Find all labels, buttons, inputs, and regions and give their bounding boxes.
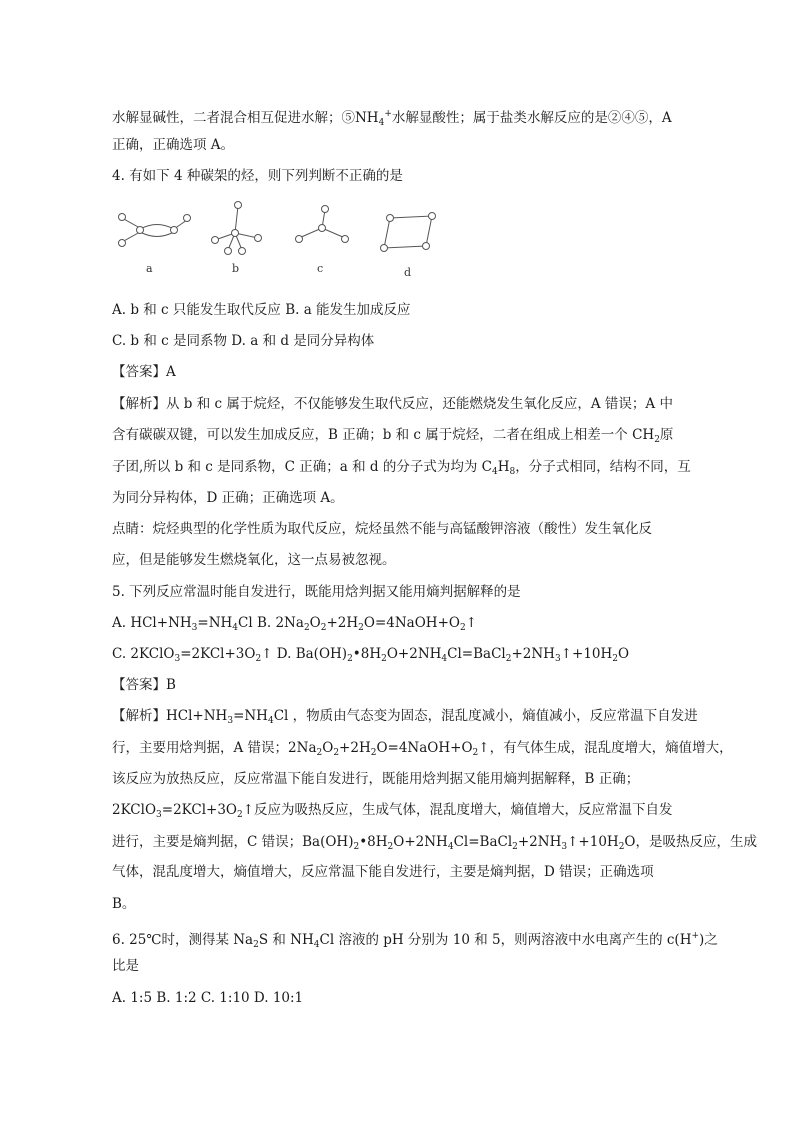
q4-explanation: 为同分异构体，D 正确；正确选项 A。 (112, 490, 344, 506)
q4-tip: 点睛：烷烃典型的化学性质为取代反应，烷烃虽然不能与高锰酸钾溶液（酸性）发生氧化反 (112, 521, 652, 537)
figure-c (287, 198, 362, 278)
q5-explanation: 进行，主要是熵判据，C 错误；$Ba(OH)_2•8H_2O+2NH_4Cl=BaCl_2+2NH_3↑+10H_2O$，是吸热反应，生成 (112, 834, 757, 852)
q4-answer: 【答案】A (112, 364, 176, 380)
q5-explanation: 行，主要用焓判据，A 错误；$2Na_2O_2+2H_2O=4NaOH+O_2↑$，有气体生成，混乱度增大，熵值增大， (112, 740, 733, 758)
q5-explanation: 该反应为放热反应，反应常温下能自发进行，既能用焓判据又能用熵判据解释，B 正确； (112, 771, 640, 787)
figure-d-label: d (404, 266, 412, 279)
q5-explanation: 【解析】$HCl+NH_3=NH_4Cl$ ，物质由气态变为固态，混乱度减小，熵值减小，反应常温下自发进 (112, 708, 698, 726)
q4-explanation: 【解析】从 b 和 c 属于烷烃，不仅能够发生取代反应，还能燃烧发生氧化反应，A 错误；A 中 (112, 396, 673, 412)
q4-explanation: 子团,所以 b 和 c 是同系物，C 正确；a 和 d 的分子式为均为 $C_4H_8$，分子式相同，结构不同，互 (112, 459, 691, 477)
figure-c-label: c (317, 262, 324, 275)
q5-options-ab: A. $HCl+NH_3=NH_4Cl$ B. $2Na_2O_2+2H_2O=4NaOH+O_2↑$ (112, 615, 478, 633)
q4-explanation: 含有碳碳双键，可以发生加成反应，B 正确；b 和 c 属于烷烃，二者在组成上相差一个 $CH_2$原 (112, 427, 674, 445)
text-line: 水解显碱性，二者混合相互促进水解；$⑤NH_4^+$水解显酸性；属于盐类水解反应的是②④⑤，A (112, 109, 672, 128)
question-6: 比是 (112, 958, 139, 974)
carbon-skeleton-figures (112, 198, 452, 283)
q4-tip: 应，但是能够发生燃烧氧化，这一点易被忽视。 (112, 552, 396, 568)
figure-b-label: b (232, 262, 240, 275)
question-4: 4. 有如下 4 种碳架的烃，则下列判断不正确的是 (112, 168, 403, 184)
figure-a-label: a (146, 262, 153, 275)
q4-options-cd: C. b 和 c 是同系物 D. a 和 d 是同分异构体 (112, 333, 375, 349)
q4-options-ab: A. b 和 c 只能发生取代反应 B. a 能发生加成反应 (112, 302, 411, 318)
q6-options: A. 1:5 B. 1:2 C. 1:10 D. 10:1 (112, 990, 304, 1006)
q5-explanation: 气体，混乱度增大，熵值增大，反应常温下能自发进行，主要是熵判据，D 错误；正确选项 (112, 864, 654, 880)
text-line: 正确，正确选项 A。 (112, 137, 235, 153)
q5-explanation: B。 (112, 896, 136, 912)
question-5: 5. 下列反应常温时能自发进行，既能用焓判据又能用熵判据解释的是 (112, 584, 521, 600)
question-6: 6. 25℃时，测得某 $Na_2S$ 和 $NH_4Cl$ 溶液的 pH 分别为 10 和 5，则两溶液中水电离产生的 c(H+)之 (112, 931, 718, 950)
q5-options-cd: C. $2KClO_3=2KCl+3O_2↑$ D. $Ba(OH)_2•8H_2O+2NH_4Cl=BaCl_2+2NH_3↑+10H_2O$ (112, 646, 630, 664)
q5-answer: 【答案】B (112, 677, 176, 693)
q5-explanation: $2KClO_3=2KCl+3O_2↑$反应为吸热反应，生成气体，混乱度增大，熵值增大，反应常温下自发 (112, 802, 673, 820)
figure-a (112, 198, 192, 278)
figure-b (200, 198, 275, 278)
figure-d (374, 198, 449, 283)
